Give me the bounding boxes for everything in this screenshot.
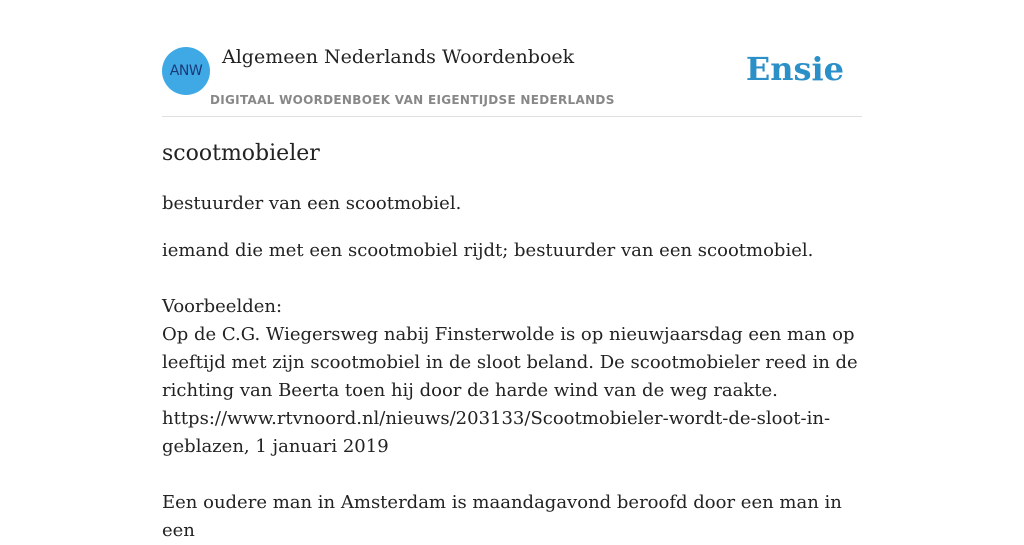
entry-content — [162, 138, 862, 545]
examples-label: Voorbeelden: — [162, 296, 283, 317]
entry-body — [162, 237, 862, 545]
short-definition: bestuurder van een scootmobiel. — [162, 193, 462, 214]
anw-logo[interactable] — [162, 47, 210, 95]
entry-headword: scootmobieler — [162, 141, 320, 166]
example-2: Een oudere man in Amsterdam is maandagavond beroofd door een man in een — [162, 492, 842, 541]
site-title[interactable]: Algemeen Nederlands Woordenboek — [222, 46, 575, 68]
site-header — [162, 46, 862, 117]
site-subtitle: DIGITAAL WOORDENBOEK VAN EIGENTIJDSE NEDERLANDS — [210, 93, 615, 107]
ensie-brand-link[interactable]: Ensie — [745, 50, 844, 88]
example-1: Op de C.G. Wiegersweg nabij Finsterwolde is op nieuwjaarsdag een man op leeftijd met zijn scootmobiel in de sloot beland. De scootmobieler reed in de richting van Beerta toen hij door de harde wind van de weg raakte. https://www.rtvnoord.nl/nieuws/203133/Scootmobieler-wordt-de-sloot-in-geblazen, 1 januari 2019 — [162, 324, 858, 457]
anw-logo-text: ANW — [169, 63, 203, 79]
full-definition: iemand die met een scootmobiel rijdt; bestuurder van een scootmobiel. — [162, 240, 814, 261]
